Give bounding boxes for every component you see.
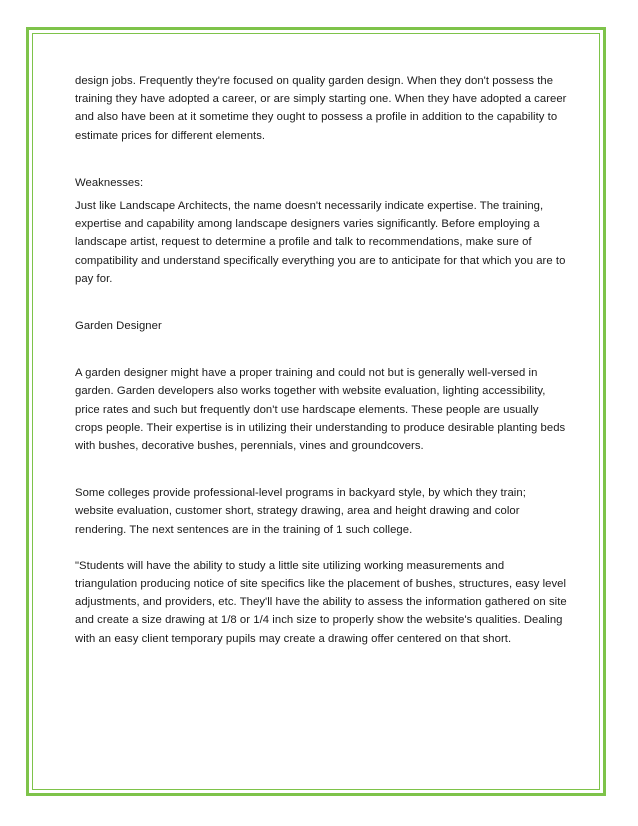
paragraph-garden-designer: A garden designer might have a proper training and could not but is generally well-versed in garden. Garden developers also works together with website evaluation, lighting accessibility, price rates and such but frequently don't use hardscape elements. These people are usually crops people. Their expertise is in utilizing their understanding to produce desirable planting beds with bushes, decorative bushes, perennials, vines and groundcovers. — [75, 367, 566, 453]
paragraph-weaknesses: Just like Landscape Architects, the name doesn't necessarily indicate expertise. The training, expertise and capability among landscape designers varies significantly. Before employing a landscape artist, request to determine a profile and talk to recommendations, make sure of compatibility and understand specifically everything you are to anticipate for that which you are to pay for. — [75, 200, 566, 285]
heading-garden-designer: Garden Designer — [75, 320, 162, 333]
paragraph-intro: design jobs. Frequently they're focused on quality garden design. When they don't possess the training they have adopted a career, or are simply starting one. When they have adopted a career and also have been at it sometime they ought to possess a profile in addition to the capability to estimate prices for different elements. — [75, 75, 567, 142]
document-body — [75, 72, 567, 648]
paragraph-students: "Students will have the ability to study a little site utilizing working measurements and triangulation producing notice of site specifics like the placement of bushes, structures, easy level adjustments, and providers, etc. They'll have the ability to assess the information gathered on site and create a size drawing at 1/8 or 1/4 inch size to properly show the website's qualities. Dealing with an easy client temporary pupils may create a drawing offer centered on that short. — [75, 559, 567, 645]
paragraph-colleges: Some colleges provide professional-level programs in backyard style, by which they train; website evaluation, customer short, strategy drawing, area and height drawing and color rendering. The next sentences are in the training of 1 such college. — [75, 487, 526, 536]
heading-weaknesses: Weaknesses: — [75, 176, 144, 189]
